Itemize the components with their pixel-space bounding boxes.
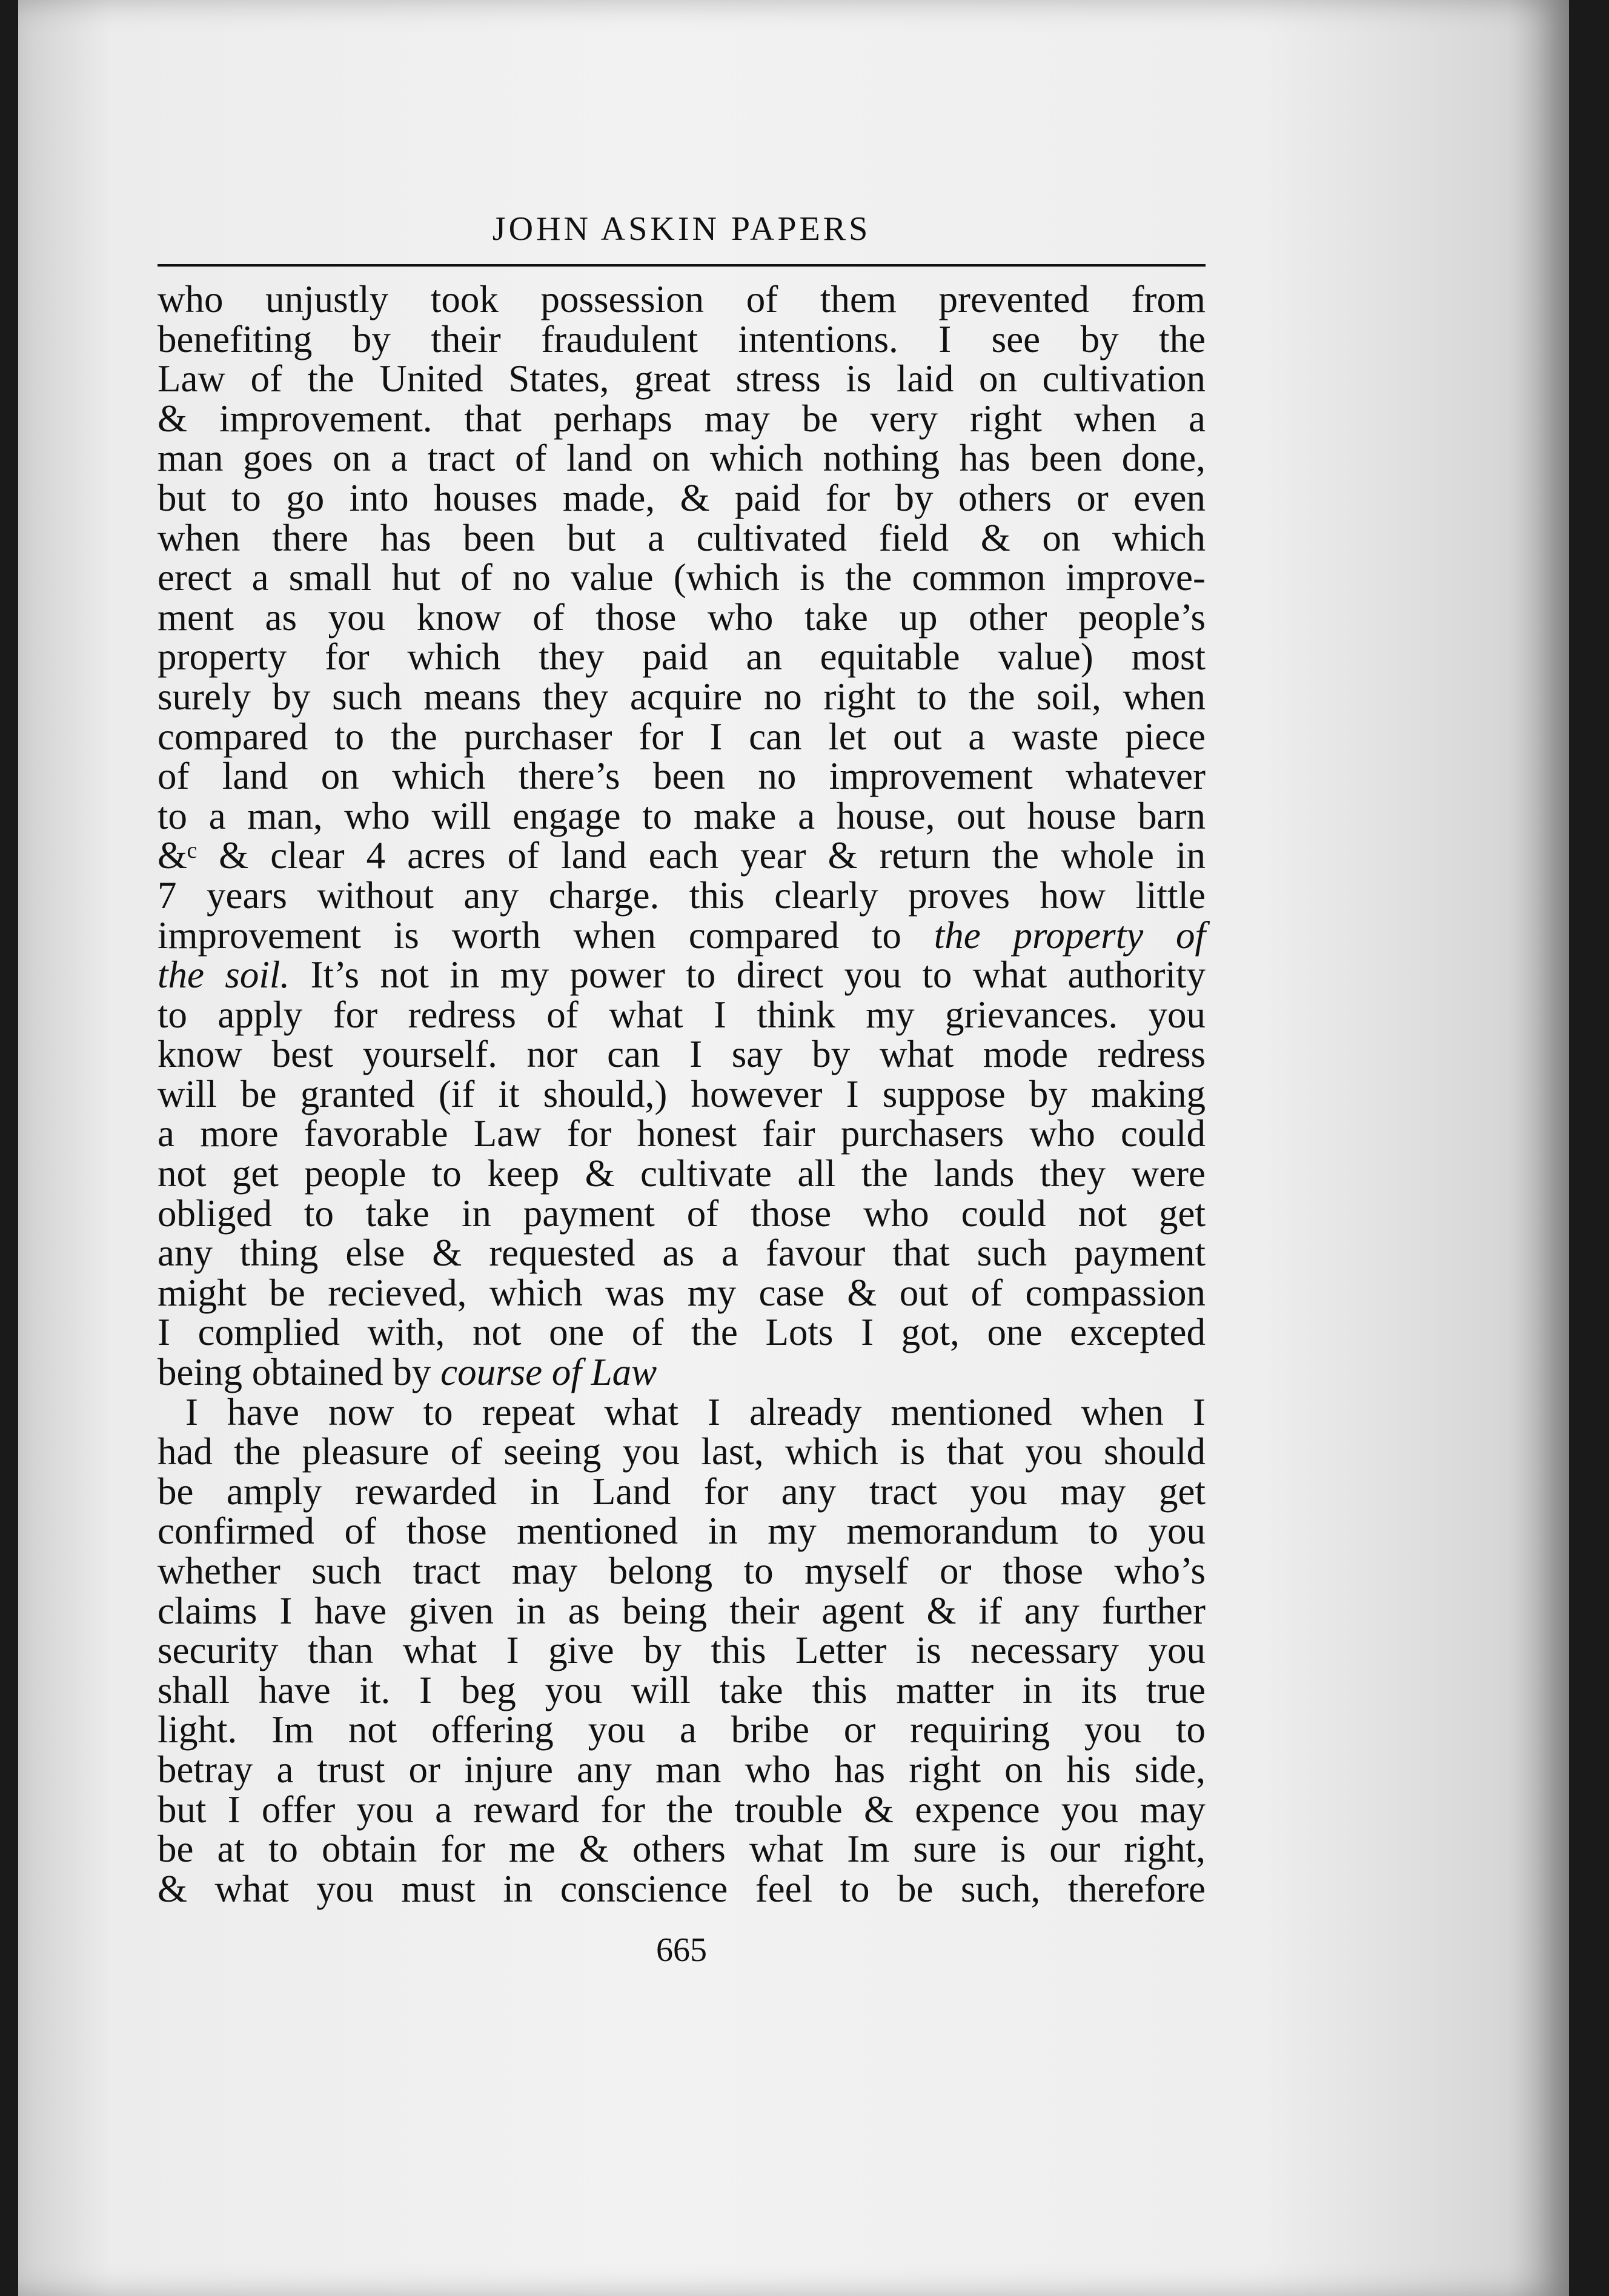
- text-line: [158, 677, 1206, 717]
- line-text: when there has been but a cultivated field & on which: [158, 516, 1206, 559]
- body-text: [158, 280, 1206, 1909]
- text-line: [158, 1035, 1206, 1075]
- running-head: JOHN ASKIN PAPERS: [158, 212, 1206, 267]
- page-number: 665: [656, 1931, 707, 1969]
- text-line: [158, 598, 1206, 638]
- line-text: & what you must in conscience feel to be such, therefore: [158, 1867, 1206, 1910]
- text-line: [158, 1353, 1206, 1393]
- text-line: [158, 280, 1206, 320]
- text-line: [158, 757, 1206, 797]
- text-line: [158, 1114, 1206, 1154]
- line-text: of land on which there’s been no improvement whatever: [158, 755, 1206, 798]
- text-line: [158, 1790, 1206, 1830]
- line-text: surely by such means they acquire no right to the soil, when: [158, 675, 1206, 718]
- text-line: [158, 916, 1206, 956]
- text-line: [158, 717, 1206, 757]
- italic-text: course of Law: [440, 1351, 657, 1394]
- line-text: whether such tract may belong to myself or those who’s: [158, 1550, 1206, 1592]
- line-text: Law of the United States, great stress is laid on cultivation: [158, 357, 1206, 400]
- paper-sheet: [18, 0, 1569, 2296]
- text-line: [158, 1233, 1206, 1273]
- text-line: [158, 516, 1206, 559]
- line-text: who unjustly took possession of them prevented from: [158, 278, 1206, 320]
- line-text: It’s not in my power to direct you to what authority: [290, 954, 1206, 997]
- line-text: betray a trust or injure any man who has right on his side,: [158, 1748, 1206, 1791]
- line-text: might be recieved, which was my case & out of compassion: [158, 1271, 1206, 1314]
- line-text: a more favorable Law for honest fair purchasers who could: [158, 1112, 1206, 1155]
- text-line: [158, 476, 1206, 519]
- text-line: [158, 1390, 1206, 1433]
- line-text: any thing else & requested as a favour that such payment: [158, 1232, 1206, 1275]
- line-text: not get people to keep & cultivate all the lands they were: [158, 1152, 1206, 1195]
- line-text: & improvement. that perhaps may be very right when a: [158, 397, 1206, 440]
- text-line: [158, 1313, 1206, 1353]
- text-line: [158, 1551, 1206, 1591]
- text-line: [158, 794, 1206, 837]
- text-line: [158, 1750, 1206, 1790]
- text-line: [158, 637, 1206, 677]
- line-text: compared to the purchaser for I can let out a waste piece: [158, 715, 1206, 758]
- line-text: know best yourself. nor can I say by what mode redress: [158, 1033, 1206, 1076]
- text-line: [158, 1432, 1206, 1472]
- line-text: to a man, who will engage to make a house, out house barn: [158, 794, 1206, 837]
- italic-text: the property of: [934, 914, 1206, 957]
- line-text: erect a small hut of no value (which is the common improve-: [158, 556, 1206, 599]
- line-text: property for which they paid an equitable value) most: [158, 635, 1206, 679]
- line-text: &ᶜ & clear 4 acres of land each year & return the whole in: [158, 834, 1206, 877]
- text-block: [158, 212, 1206, 1969]
- line-text: be at to obtain for me & others what Im sure is our right,: [158, 1828, 1206, 1871]
- line-text: man goes on a tract of land on which nothing has been done,: [158, 437, 1206, 480]
- line-text: 7 years without any charge. this clearly proves how little: [158, 874, 1206, 917]
- line-text: improvement is worth when compared to: [158, 914, 934, 957]
- line-text: ment as you know of those who take up other people’s: [158, 596, 1206, 639]
- line-text: to apply for redress of what I think my grievances. you: [158, 993, 1206, 1036]
- line-text: benefiting by their fraudulent intentions. I see by the: [158, 317, 1206, 360]
- text-line: [158, 1194, 1206, 1234]
- line-text: but I offer you a reward for the trouble & expence you may: [158, 1788, 1206, 1831]
- text-line: [158, 399, 1206, 439]
- line-text: shall have it. I beg you will take this matter in its true: [158, 1668, 1206, 1711]
- line-text: will be granted (if it should,) however I suppose by making: [158, 1072, 1206, 1115]
- text-line: [158, 558, 1206, 598]
- text-line: [158, 359, 1206, 399]
- line-text: claims I have given in as being their agent & if any further: [158, 1589, 1206, 1632]
- text-line: [158, 1710, 1206, 1750]
- text-line: [158, 1273, 1206, 1313]
- text-line: [158, 439, 1206, 479]
- italic-text: the soil.: [158, 954, 290, 997]
- text-line: [158, 995, 1206, 1035]
- line-text: obliged to take in payment of those who could not get: [158, 1192, 1206, 1235]
- text-line: [158, 1072, 1206, 1115]
- text-line: [158, 1472, 1206, 1512]
- text-line: [158, 1154, 1206, 1194]
- text-line: [158, 1830, 1206, 1870]
- line-text: being obtained by: [158, 1351, 441, 1394]
- line-text: light. Im not offering you a bribe or requiring you to: [158, 1708, 1206, 1751]
- line-text: be amply rewarded in Land for any tract you may get: [158, 1470, 1206, 1513]
- line-text: confirmed of those mentioned in my memorandum to you: [158, 1510, 1206, 1553]
- text-line: [158, 876, 1206, 916]
- text-line: [158, 1631, 1206, 1671]
- text-line: [158, 1668, 1206, 1711]
- text-line: [158, 1511, 1206, 1551]
- text-line: [158, 955, 1206, 995]
- line-text: I have now to repeat what I already mentioned when I: [185, 1390, 1206, 1433]
- line-text: I complied with, not one of the Lots I got, one excepted: [158, 1311, 1206, 1354]
- line-text: had the pleasure of seeing you last, which is that you should: [158, 1430, 1206, 1473]
- line-text: but to go into houses made, & paid for by others or even: [158, 476, 1206, 519]
- text-line: [158, 1591, 1206, 1631]
- text-line: [158, 317, 1206, 360]
- text-line: [158, 1867, 1206, 1910]
- line-text: security than what I give by this Letter is necessary you: [158, 1629, 1206, 1672]
- text-line: [158, 836, 1206, 876]
